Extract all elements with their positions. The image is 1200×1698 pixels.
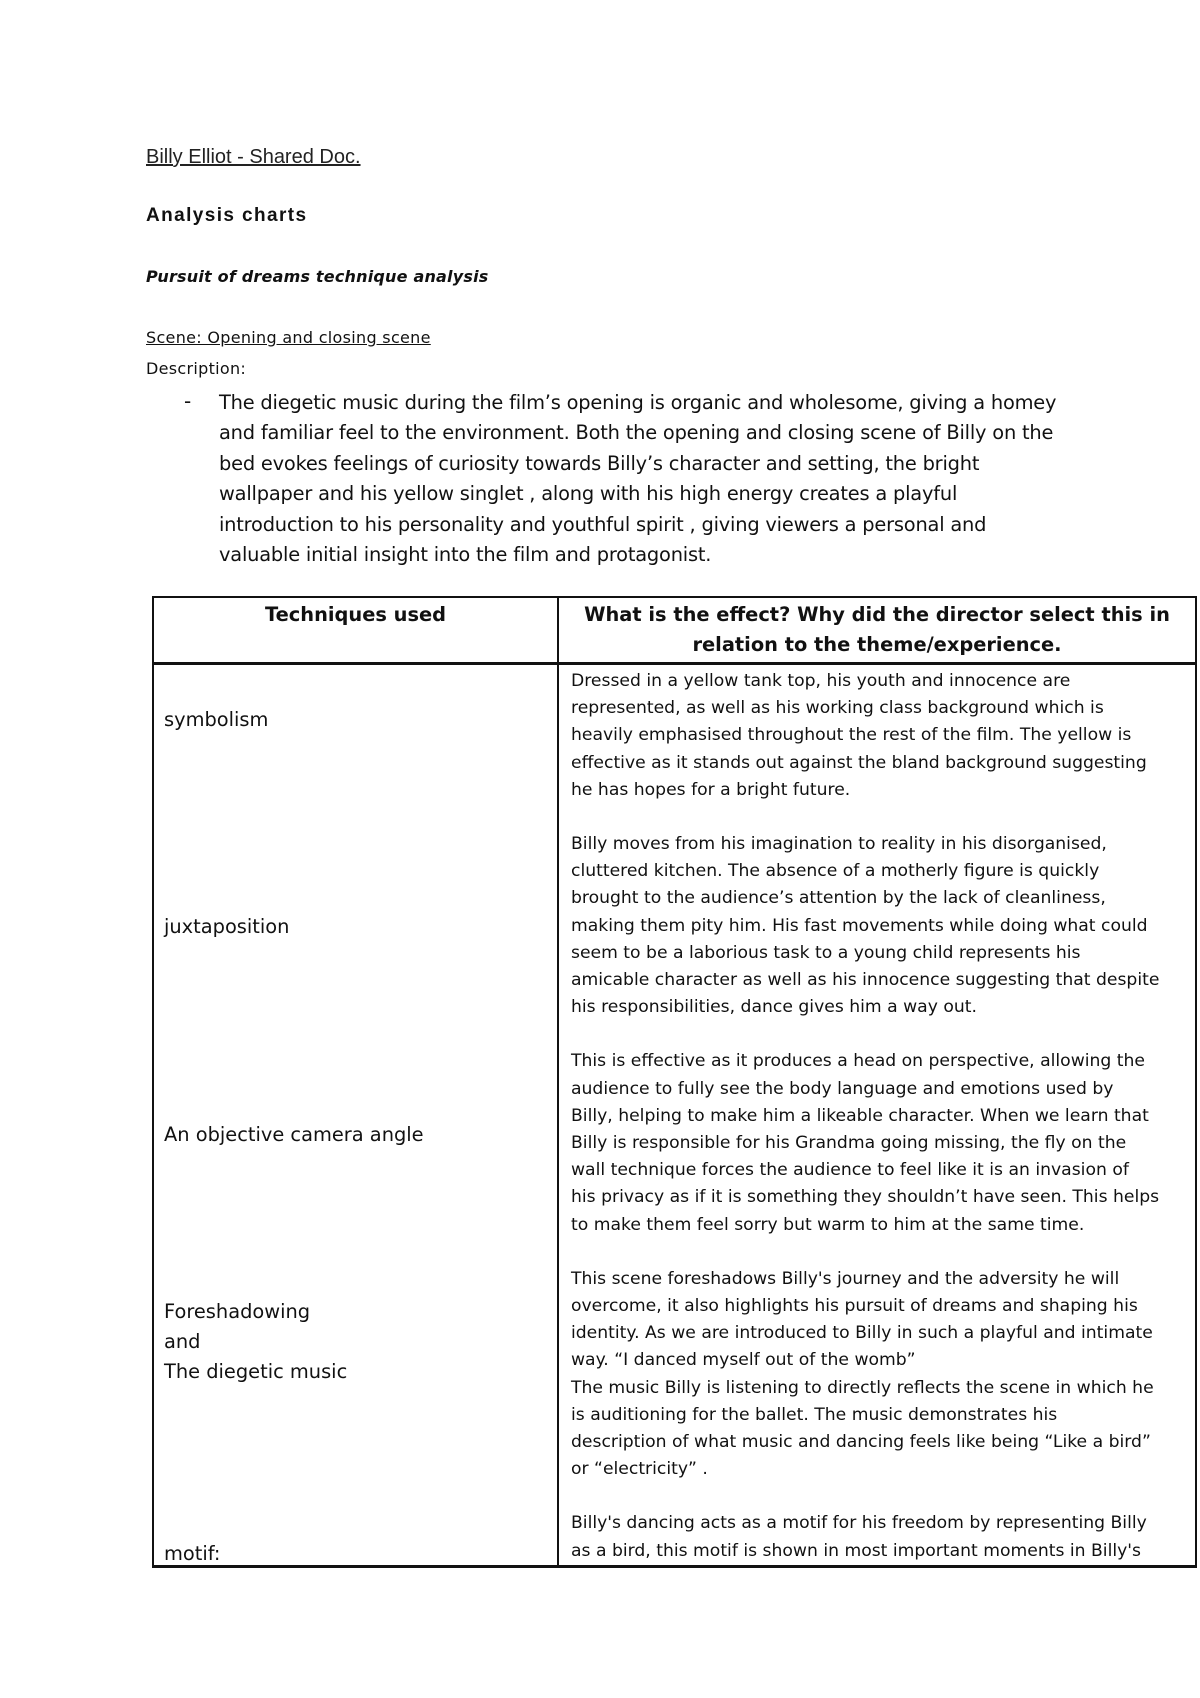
- effect-camera-angle: This is effective as it produces a head on perspective, allowing the audience to fully see the body language and emotions used by Billy, helping to make him a likeable character. When we learn that Billy is responsible for his Grandma going missing, the fly on the wall technique forces the audience to feel like it is an invasion of his privacy as if it is something they shouldn’t have seen. This helps to make them feel sorry but warm to him at the same time.: [571, 1051, 1160, 1235]
- bullet-dash: -: [184, 389, 192, 413]
- technique-foreshadowing: Foreshadowing and The diegetic music: [164, 1300, 348, 1383]
- effect-symbolism: Dressed in a yellow tank top, his youth and innocence are represented, as well as his working class background which is heavily emphasised throughout the rest of the film. The yellow is effective as it stands out against the bland background suggesting he has hopes for a bright future.: [571, 671, 1147, 800]
- header-effect: What is the effect? Why did the director select this in relation to the theme/experience.: [558, 597, 1196, 664]
- description-text: The diegetic music during the film’s opening is organic and wholesome, giving a homey and familiar feel to the environment. Both the opening and closing scene of Billy on the bed evokes feelings of curiosity towards Billy’s character and setting, the bright wallpaper and his yellow singlet , along with his high energy creates a playful introduction to his personality and youthful spirit , giving viewers a personal and valuable initial insight into the film and protagonist.: [219, 391, 1057, 567]
- effect-juxtaposition: Billy moves from his imagination to reality in his disorganised, cluttered kitchen. The absence of a motherly figure is quickly brought to the audience’s attention by the lack of cleanliness, making them pity him. His fast movements while doing what could seem to be a laborious task to a young child represents his amicable character as well as his innocence suggesting that despite his responsibilities, dance gives him a way out.: [571, 834, 1160, 1018]
- effect-foreshadowing: This scene foreshadows Billy's journey and the adversity he will overcome, it also highlights his pursuit of dreams and shaping his identity. As we are introduced to Billy in such a playful and intimate way. “I danced myself out of the womb” The music Billy is listening to directly reflects the scene in which he is auditioning for the ballet. The music demonstrates his description of what music and dancing feels like being “Like a bird” or “electricity” .: [571, 1268, 1154, 1480]
- technique-camera-angle: An objective camera angle: [164, 1123, 424, 1146]
- technique-motif: motif:: [164, 1542, 221, 1565]
- techniques-cell: [153, 664, 558, 1567]
- technique-symbolism: symbolism: [164, 708, 269, 731]
- effect-motif: Billy's dancing acts as a motif for his freedom by representing Billy as a bird, this motif is shown in most important moments in Billy's: [571, 1513, 1147, 1561]
- scene-label: Scene: Opening and closing scene: [146, 328, 431, 347]
- subheading: Pursuit of dreams technique analysis: [146, 267, 489, 286]
- effects-cell: [558, 664, 1196, 1567]
- document-title: Billy Elliot - Shared Doc.: [146, 146, 361, 168]
- table-row: [153, 664, 1196, 1567]
- table-header-row: [153, 597, 1196, 664]
- section-heading: Analysis charts: [146, 205, 308, 226]
- header-techniques: Techniques used: [153, 597, 558, 664]
- technique-juxtaposition: juxtaposition: [164, 915, 290, 938]
- description-label: Description:: [146, 359, 247, 378]
- analysis-table: [152, 596, 1197, 1568]
